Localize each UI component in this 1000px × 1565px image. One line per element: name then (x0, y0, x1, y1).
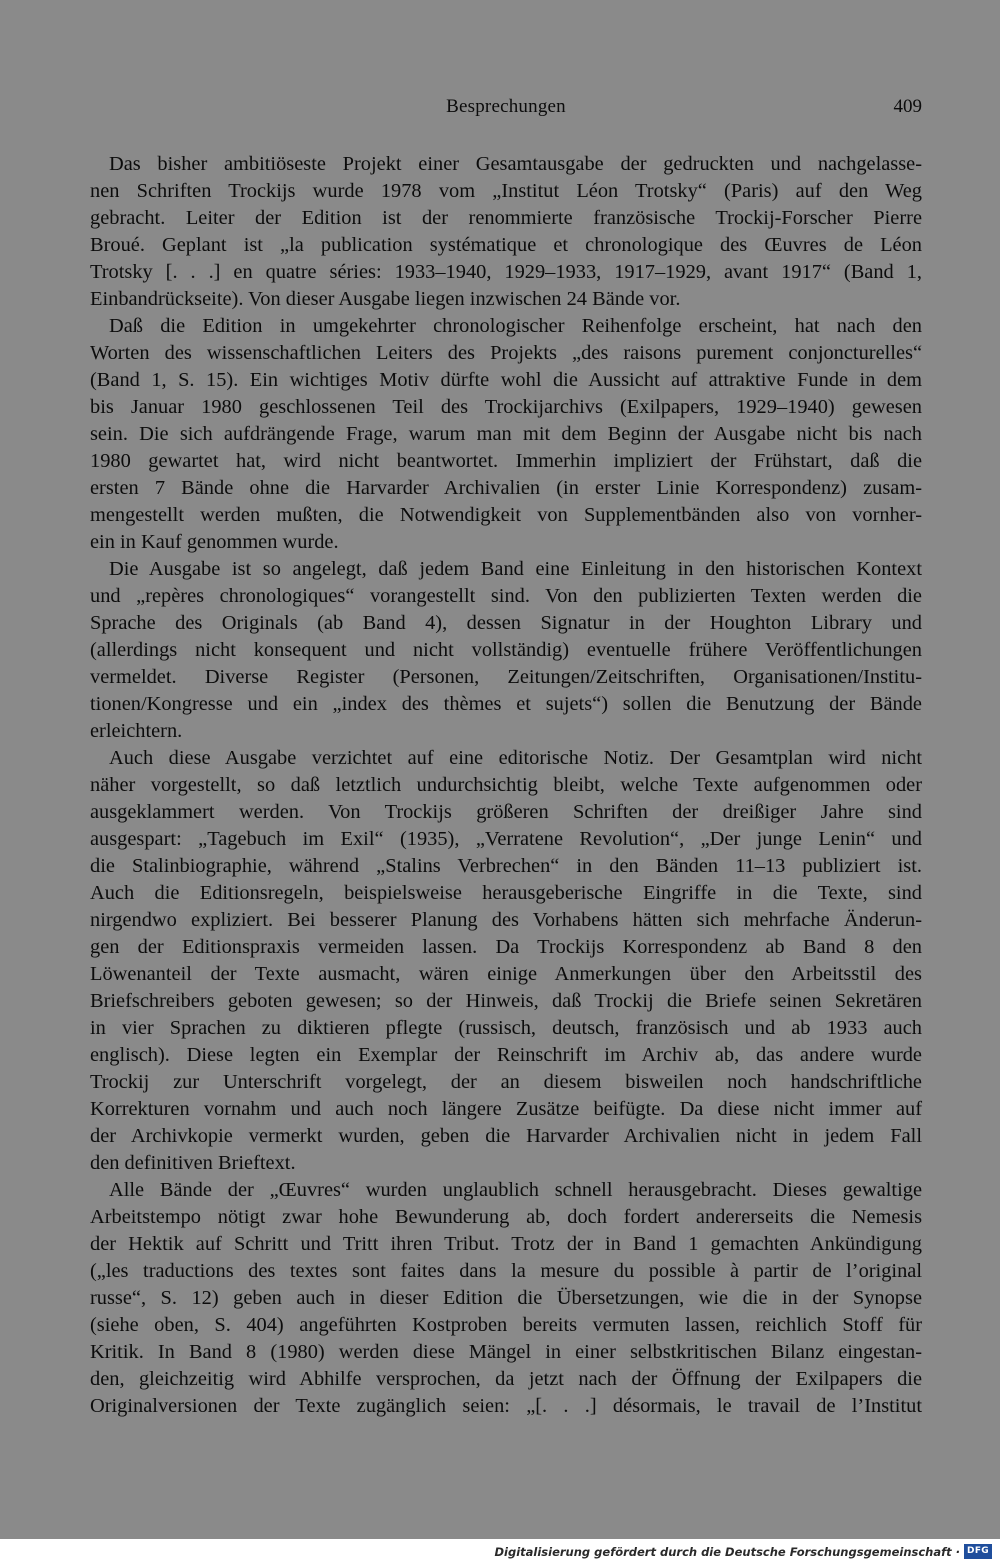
text-line: ein in Kauf genommen wurde. (90, 531, 339, 553)
text-line: vermeldet. Diverse Register (Personen, Zeitungen/Zeitschriften, Organisationen/Institu- (90, 666, 922, 688)
paragraph (90, 1177, 922, 1420)
text-line: in vier Sprachen zu diktieren pflegte (russisch, deutsch, französisch und ab 1933 auch (90, 1017, 922, 1039)
digitization-footer (0, 1539, 1000, 1565)
text-line: den definitiven Brieftext. (90, 1152, 296, 1174)
text-line: Alle Bände der „Œuvres“ wurden unglaublich schnell herausgebracht. Dieses gewaltige (109, 1179, 922, 1201)
text-line: den, gleichzeitig wird Abhilfe versprochen, da jetzt nach der Öffnung der Exilpapers die (90, 1368, 922, 1390)
text-line: Broué. Geplant ist „la publication systématique et chronologique des Œuvres de Léon (90, 234, 922, 256)
text-line: (Band 1, S. 15). Ein wichtiges Motiv dürfte wohl die Aussicht auf attraktive Funde in dem (90, 369, 922, 391)
text-line: mengestellt werden mußten, die Notwendigkeit von Supplementbänden also von vornher- (90, 504, 922, 526)
text-line: Worten des wissenschaftlichen Leiters des Projekts „des raisons purement conjoncturelles“ (90, 342, 922, 364)
text-line: Die Ausgabe ist so angelegt, daß jedem Band eine Einleitung in den historischen Kontext (109, 558, 922, 580)
body-text (90, 151, 922, 1420)
text-line: Trockij zur Unterschrift vorgelegt, der an diesem bisweilen noch handschriftliche (90, 1071, 922, 1093)
text-line: Löwenanteil der Texte ausmacht, wären einige Anmerkungen über den Arbeitsstil des (90, 963, 922, 985)
text-line: Briefschreibers geboten gewesen; so der Hinweis, daß Trockij die Briefe seinen Sekretären (90, 990, 922, 1012)
text-line: Originalversionen der Texte zugänglich seien: „[. . .] désormais, le travail de l’Institut (90, 1395, 922, 1417)
text-line: die Stalinbiographie, während „Stalins Verbrechen“ in den Bänden 11–13 publiziert ist. (90, 855, 922, 877)
page-header (90, 96, 922, 126)
text-line: englisch). Diese legten ein Exemplar der Reinschrift im Archiv ab, das andere wurde (90, 1044, 922, 1066)
text-line: der Archivkopie vermerkt wurden, geben die Harvarder Archivalien nicht in jedem Fall (90, 1125, 922, 1147)
text-line: sein. Die sich aufdrängende Frage, warum man mit dem Beginn der Ausgabe nicht bis nach (90, 423, 922, 445)
text-line: Trotsky [. . .] en quatre séries: 1933–1940, 1929–1933, 1917–1929, avant 1917“ (Band 1, (90, 261, 922, 283)
text-line: ausgeklammert werden. Von Trockijs größeren Schriften der dreißiger Jahre sind (90, 801, 922, 823)
text-line: nirgendwo expliziert. Bei besserer Planung des Vorhabens hätten sich mehrfache Änderun- (90, 909, 922, 931)
text-line: Kritik. In Band 8 (1980) werden diese Mängel in einer selbstkritischen Bilanz eingestan- (90, 1341, 922, 1363)
text-line: („les traductions des textes sont faites dans la mesure du possible à partir de l’original (90, 1260, 922, 1282)
text-line: gebracht. Leiter der Edition ist der renommierte französische Trockij-Forscher Pierre (90, 207, 922, 229)
page-number: 409 (893, 96, 922, 117)
text-line: russe“, S. 12) geben auch in dieser Edition die Übersetzungen, wie die in der Synopse (90, 1287, 922, 1309)
dfg-logo: DFG (964, 1544, 992, 1559)
funding-credit: Digitalisierung gefördert durch die Deutsche Forschungsgemeinschaft · (494, 1545, 960, 1559)
text-line: (allerdings nicht konsequent und nicht vollständig) eventuelle frühere Veröffentlichungen (90, 639, 922, 661)
text-line: Daß die Edition in umgekehrter chronologischer Reihenfolge erscheint, hat nach den (109, 315, 922, 337)
text-line: (siehe oben, S. 404) angeführten Kostproben bereits vermuten lassen, reichlich Stoff für (90, 1314, 922, 1336)
text-line: bis Januar 1980 geschlossenen Teil des Trockijarchivs (Exilpapers, 1929–1940) gewesen (90, 396, 922, 418)
text-line: Auch diese Ausgabe verzichtet auf eine editorische Notiz. Der Gesamtplan wird nicht (109, 747, 922, 769)
text-line: Sprache des Originals (ab Band 4), dessen Signatur in der Houghton Library und (90, 612, 922, 634)
text-line: tionen/Kongresse und ein „index des thèmes et sujets“) sollen die Benutzung der Bände (90, 693, 922, 715)
paragraph (90, 313, 922, 556)
text-line: erleichtern. (90, 720, 183, 742)
text-line: nen Schriften Trockijs wurde 1978 vom „Institut Léon Trotsky“ (Paris) auf den Weg (90, 180, 922, 202)
paragraph (90, 556, 922, 745)
paragraph (90, 745, 922, 1177)
text-line: Einbandrückseite). Von dieser Ausgabe liegen inzwischen 24 Bände vor. (90, 288, 681, 310)
text-line: gen der Editionspraxis vermeiden lassen. Da Trockijs Korrespondenz ab Band 8 den (90, 936, 922, 958)
text-line: Das bisher ambitiöseste Projekt einer Gesamtausgabe der gedruckten und nachgelasse- (109, 153, 922, 175)
text-line: 1980 gewartet hat, wird nicht beantwortet. Immerhin impliziert der Frühstart, daß die (90, 450, 922, 472)
text-line: der Hektik auf Schritt und Tritt ihren Tribut. Trotz der in Band 1 gemachten Ankündigung (90, 1233, 922, 1255)
text-line: ersten 7 Bände ohne die Harvarder Archivalien (in erster Linie Korrespondenz) zusam- (90, 477, 922, 499)
text-line: näher vorgestellt, so daß letztlich undurchsichtig bleibt, welche Texte aufgenommen oder (90, 774, 922, 796)
text-line: Auch die Editionsregeln, beispielsweise herausgeberische Eingriffe in die Texte, sind (90, 882, 922, 904)
text-line: Arbeitstempo nötigt zwar hohe Bewunderung ab, doch fordert andererseits die Nemesis (90, 1206, 922, 1228)
text-line: ausgespart: „Tagebuch im Exil“ (1935), „Verratene Revolution“, „Der junge Lenin“ und (90, 828, 922, 850)
paragraph (90, 151, 922, 313)
running-title: Besprechungen (446, 96, 566, 117)
text-line: und „repères chronologiques“ vorangestellt sind. Von den publizierten Texten werden die (90, 585, 922, 607)
text-line: Korrekturen vornahm und auch noch längere Zusätze beifügte. Da diese nicht immer auf (90, 1098, 922, 1120)
